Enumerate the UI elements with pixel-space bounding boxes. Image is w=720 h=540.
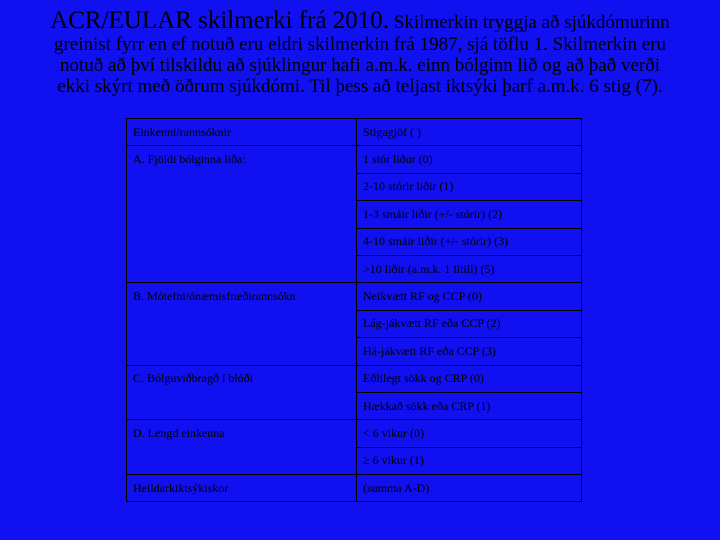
table-row <box>127 173 582 200</box>
title-line: notuð að því tilskildu að sjúklingur hafi a.m.k. einn bólginn lið og að það verði <box>59 55 660 76</box>
criterion-cell <box>127 447 357 474</box>
score-cell: Neikvætt RF og CCP (0) <box>357 283 582 310</box>
table-row <box>127 119 582 146</box>
title-main: ACR/EULAR skilmerki frá 2010. <box>50 7 390 34</box>
table-row <box>127 392 582 419</box>
score-cell: 4-10 smáir liðir (+/- stórir) (3) <box>357 228 582 255</box>
criterion-cell: Einkenni/rannsóknir <box>127 119 357 146</box>
criterion-cell <box>127 392 357 419</box>
table-row <box>127 201 582 228</box>
score-cell: ≥ 6 vikur (1) <box>357 447 582 474</box>
score-cell: Há-jákvætt RF eða CCP (3) <box>357 338 582 365</box>
table-row <box>127 228 582 255</box>
criteria-table <box>126 118 582 502</box>
criterion-cell: B. Mótefni/ónæmisfræðirannsókn <box>127 283 357 310</box>
score-cell: Stigagjöf ( ) <box>357 119 582 146</box>
criterion-cell <box>127 310 357 337</box>
title-line: ekki skýrt með öðrum sjúkdómi. Til þess að teljast iktsýki þarf a.m.k. 6 stig (7). <box>57 76 663 97</box>
table-row <box>127 146 582 173</box>
score-cell: Hækkað sökk eða CRP (1) <box>357 392 582 419</box>
score-cell: 1-3 smáir liðir (+/- stórir) (2) <box>357 201 582 228</box>
table-row <box>127 420 582 447</box>
score-cell: Lág-jákvætt RF eða CCP (2) <box>357 310 582 337</box>
criterion-cell: D. Lengd einkenna <box>127 420 357 447</box>
criterion-cell <box>127 228 357 255</box>
criterion-cell: Heildarkiktsýkiskor <box>127 475 357 502</box>
table-row <box>127 283 582 310</box>
score-cell: < 6 vikur (0) <box>357 420 582 447</box>
criterion-cell: C. Bólguviðbragð í blóði <box>127 365 357 392</box>
criterion-cell: A. Fjöldi bólginna liða: <box>127 146 357 173</box>
table-row <box>127 365 582 392</box>
score-cell: 2-10 stórir liðir (1) <box>357 173 582 200</box>
criterion-cell <box>127 255 357 282</box>
score-cell: >10 liðir (a.m.k. 1 lítill) (5) <box>357 255 582 282</box>
table-row <box>127 255 582 282</box>
criterion-cell <box>127 173 357 200</box>
title-line: greinist fyrr en ef notuð eru eldri skilmerkin frá 1987, sjá töflu 1. Skilmerkin eru <box>53 34 667 55</box>
criterion-cell <box>127 338 357 365</box>
title-rest: Skilmerkin tryggja að sjúkdómurinn <box>389 12 670 33</box>
score-cell: Eðlilegt sökk og CRP (0) <box>357 365 582 392</box>
table-row <box>127 338 582 365</box>
table-row <box>127 475 582 502</box>
table-row <box>127 310 582 337</box>
criterion-cell <box>127 201 357 228</box>
slide-title <box>10 7 710 97</box>
score-cell: (summa A-D) <box>357 475 582 502</box>
table-row <box>127 447 582 474</box>
score-cell: 1 stór liður (0) <box>357 146 582 173</box>
